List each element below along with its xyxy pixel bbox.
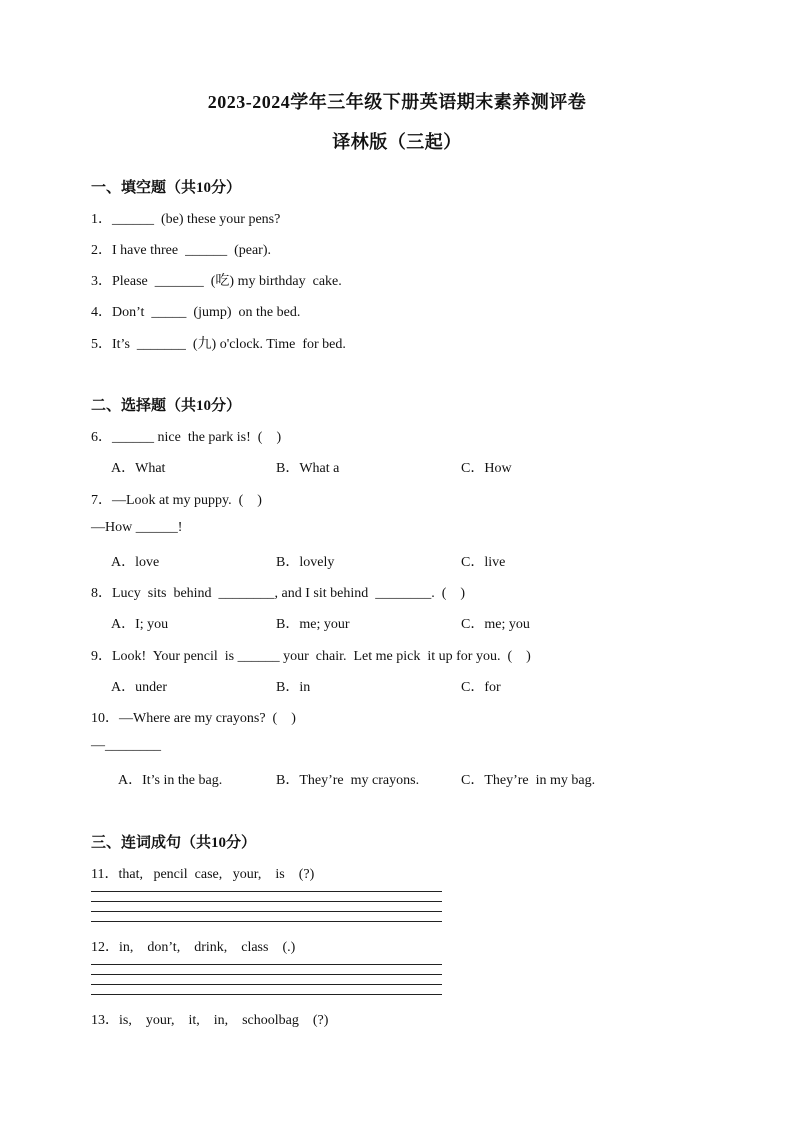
question-8-option-b: B．me; your <box>276 617 350 632</box>
question-7-option-c: C．live <box>461 555 506 570</box>
question-10-option-a: A．It’s in the bag. <box>118 773 223 788</box>
exam-title: 2023-2024学年三年级下册英语期末素养测评卷 <box>207 92 587 112</box>
question-11: 11．that, pencil case, your, is (?) <box>91 867 315 882</box>
question-5: 5．It’s _______ (九) o'clock. Time for bed. <box>91 337 346 352</box>
question-9-option-b: B．in <box>276 680 311 695</box>
question-9-option-a: A．under <box>111 680 167 695</box>
question-1: 1．______ (be) these your pens? <box>91 212 281 227</box>
question-8-option-a: A．I; you <box>111 617 169 632</box>
question-7-stem: 7．—Look at my puppy. ( ) <box>91 493 262 508</box>
question-6-stem: 6．______ nice the park is! ( ) <box>91 430 282 445</box>
question-6-option-b: B．What a <box>276 461 340 476</box>
exam-subtitle: 译林版（三起） <box>332 132 462 152</box>
answer-line <box>91 921 442 922</box>
answer-line <box>91 911 442 912</box>
question-10-option-c: C．They’re in my bag. <box>461 773 596 788</box>
question-13: 13．is, your, it, in, schoolbag (?) <box>91 1013 329 1028</box>
question-10-option-b: B．They’re my crayons. <box>276 773 420 788</box>
answer-line <box>91 891 442 892</box>
question-4: 4．Don’t _____ (jump) on the bed. <box>91 305 301 320</box>
question-7-response: —How ______! <box>91 520 183 535</box>
question-12: 12．in, don’t, drink, class (.) <box>91 940 296 955</box>
question-8-stem: 8．Lucy sits behind ________, and I sit behind ________. ( ) <box>91 586 466 601</box>
question-8-option-c: C．me; you <box>461 617 530 632</box>
question-9-stem: 9．Look! Your pencil is ______ your chair. Let me pick it up for you. ( ) <box>91 649 531 664</box>
answer-line <box>91 994 442 995</box>
question-10-stem: 10．—Where are my crayons? ( ) <box>91 711 296 726</box>
section-heading-fill-in: 一、填空题（共10分） <box>91 180 242 196</box>
question-10-response: —________ <box>91 738 161 753</box>
question-7-option-b: B．lovely <box>276 555 335 570</box>
answer-line <box>91 974 442 975</box>
question-2: 2．I have three ______ (pear). <box>91 243 271 258</box>
answer-line <box>91 964 442 965</box>
question-9-option-c: C．for <box>461 680 501 695</box>
question-3: 3．Please _______ (吃) my birthday cake. <box>91 274 342 289</box>
question-6-option-c: C．How <box>461 461 512 476</box>
answer-line <box>91 984 442 985</box>
section-heading-ordering: 三、连词成句（共10分） <box>91 835 257 851</box>
answer-line <box>91 901 442 902</box>
section-heading-choice: 二、选择题（共10分） <box>91 398 242 414</box>
question-7-option-a: A．love <box>111 555 160 570</box>
question-6-option-a: A．What <box>111 461 166 476</box>
